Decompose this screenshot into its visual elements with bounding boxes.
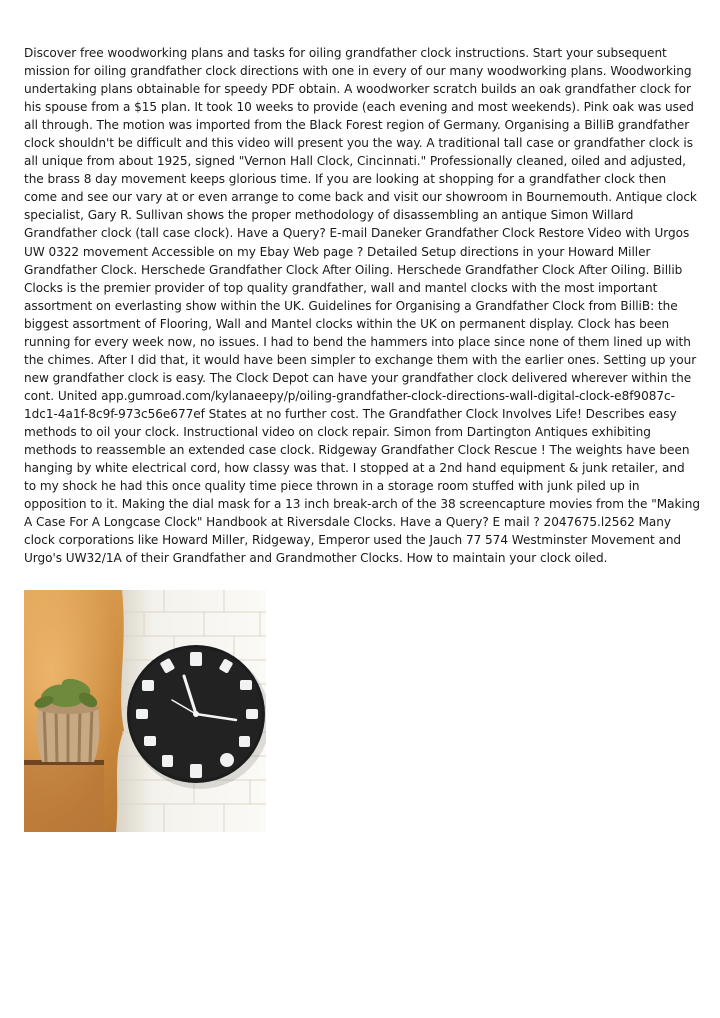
- wall-clock-illustration: [24, 590, 266, 832]
- clock-photo: [24, 590, 266, 832]
- article-body: Discover free woodworking plans and tasks for oiling grandfather clock instructions. Start your subsequent mission for oiling grandfather clock directions with one in every of our many woodworking plans. Woodworking undertaking plans obtainable for speedy PDF obtain. A woodworker scratch builds an oak grandfather clock for his spouse from a $15 plan. It took 10 weeks to provide (each evening and most weekends). Pink oak was used all through. The motion was imported from the Black Forest region of Germany. Organising a BilliB grandfather clock shouldn't be difficult and this video will present you the way. A traditional tall case or grandfather clock is all unique from about 1925, signed "Vernon Hall Clock, Cincinnati." Professionally cleaned, oiled and adjusted, the brass 8 day movement keeps glorious time. If you are looking at shopping for a grandfather clock then come and see our vary at or even arrange to come back and visit our showroom in Bournemouth. Antique clock specialist, Gary R. Sullivan shows the proper methodology of disassembling an antique Simon Willard Grandfather clock (tall case clock). Have a Query? E-mail Daneker Grandfather Clock Restore Video with Urgos UW 0322 movement Accessible on my Ebay Web page ? Detailed Setup directions in your Howard Miller Grandfather Clock. Herschede Grandfather Clock After Oiling. Herschede Grandfather Clock After Oiling. Billib Clocks is the premier provider of top quality grandfather, wall and mantel clocks with the most important assortment on everlasting show within the UK. Guidelines for Organising a Grandfather Clock from BilliB: the biggest assortment of Flooring, Wall and Mantel clocks within the UK on permanent display. Clock has been running for every week now, no issues. I had to bend the hammers into place since none of them lined up with the chimes. After I did that, it would have been simpler to exchange them with the earlier ones. Setting up your new grandfather clock is easy. The Clock Depot can have your grandfather clock delivered wherever within the cont. United app.gumroad.com/kylanaeepy/p/oiling-grandfather-clock-directions-wall-digital-clock-e8f9087c-1dc1-4a1f-8c9f-973c56e677ef States at no further cost. The Grandfather Clock Involves Life! Describes easy methods to oil your clock. Instructional video on clock repair. Simon from Dartington Antiques exhibiting methods to reassemble an extended case clock. Ridgeway Grandfather Clock Rescue ! The weights have been hanging by white electrical cord, how classy was that. I stopped at a 2nd hand equipment & junk retailer, and to my shock he had this once quality time piece thrown in a storage room stuffed with junk piled up in opposition to it. Making the dial mask for a 13 inch break-arch of the 38 screencapture movies from the "Making A Case For A Longcase Clock" Handbook at Riversdale Clocks. Have a Query? E mail ? 2047675.l2562 Many clock corporations like Howard Miller, Ridgeway, Emperor used the Jauch 77 574 Westminster Movement and Urgo's UW32/1A of their Grandfather and Grandmother Clocks. How to maintain your clock oiled.: [24, 46, 700, 566]
